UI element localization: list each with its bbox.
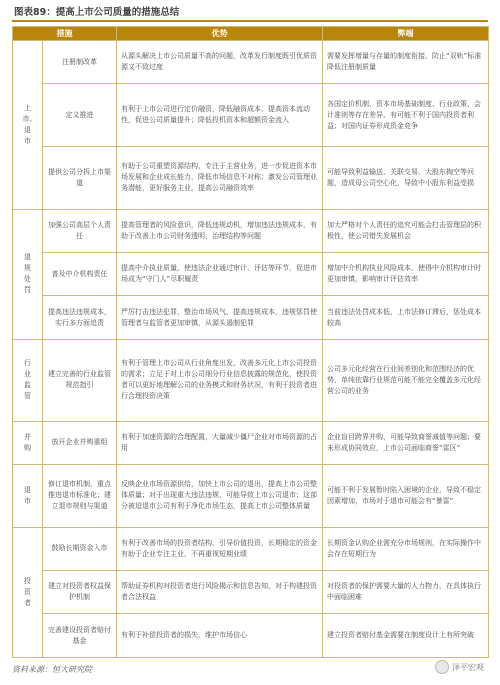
category-label: 上市、退市 [22,103,37,145]
disadvantage-cell: 增加中介机构执业风险成本，使得中介机构审计时更加审慎，影响审计评估效率 [323,253,489,296]
table-header-row [13,27,489,41]
category-label: 退市 [24,485,31,505]
measure-cell: 加强公司高层个人责任 [43,209,117,252]
measures-table [12,26,489,658]
category-label: 退规处罚 [24,253,31,295]
category-cell [13,421,43,464]
advantage-cell: 有助于公司重塑资源结构，专注于主营业务，进一步促进资本市场发展和企业成长能力，降低市场信息不对称；激发公司管理业务潜能，更好服务主业，提高公司融资效率 [117,147,323,210]
measure-cell: 注册制改革 [43,41,117,84]
disadvantage-cell: 企业盲目跨界并购，可能导致商誉减值等问题；要未形成协同效应，上市公司面临商誉“雷区” [323,421,489,464]
measure-cell: 提高违法违规成本，实行多方面追责 [43,296,117,339]
advantage-cell: 提高管理者的风险意识，降低违规动机，增加违法违规成本，有助于改善上市公司财务透明、治理结构等问题 [117,209,323,252]
advantage-cell: 有利于改善市场的投资者结构，引导价值投资，长期稳定的资金有助于企业专注主业，不再重视短期业绩 [117,527,323,570]
measure-cell: 修订退市机制，重点推进退市标准化；建立退市规则与渠道 [43,464,117,527]
disadvantage-cell: 需要发挥增量与存量的制度衔接，防止“双轨”标准降低注册制质量 [323,41,489,84]
table-row [13,614,489,658]
header-disadvantage: 弊端 [323,27,489,41]
advantage-cell: 反映企业市场资源供给，加快上市公司的退出，提高上市公司整体质量；对于出现重大违法违规，可能导致上市公司退市；这部分被迫退市公司有利于净化市场生态，提高上市公司整体质量 [117,464,323,527]
measure-cell: 建立对投资者权益保护机制 [43,570,117,613]
disadvantage-cell: 加大严格对个人责任的追究可能会打击管理层的积极性，使公司错失发展机会 [323,209,489,252]
disadvantage-cell: 建立投资者赔付基金需要在制度设计上有所突破 [323,614,489,658]
table-body [13,41,489,658]
advantage-cell: 有利于加速资源的合理配置，大量减少僵尸企业对市场资源的占用 [117,421,323,464]
advantage-cell: 有利于补偿投资者的损失，维护市场信心 [117,614,323,658]
disadvantage-cell: 当前违法处罚成本低，上市法修订滞后，惩处成本较高 [323,296,489,339]
source-note: 资料来源：恒大研究院 [12,665,92,674]
watermark [435,660,484,674]
header-advantage: 优势 [117,27,323,41]
category-label: 投资者 [24,576,31,607]
disadvantage-cell: 公司多元化经营在行业间差别化和范围经济的优势，单纯依靠行业规范可能不能完全覆盖多元化经营公司的业务 [323,339,489,421]
table-row [13,209,489,252]
category-label: 并购 [24,432,31,452]
category-cell [13,209,43,339]
advantage-cell: 有利于上市公司进行定价融资，降低融资成本，提高资本流动性，促进公司质量提升；降低投机资本和超额资金流入 [117,84,323,147]
table-row [13,147,489,210]
measure-cell: 提供公司分拆上市渠道 [43,147,117,210]
measure-cell: 放开企业并购重组 [43,421,117,464]
advantage-cell: 有利于管理上市公司从行业角度出发，改善多元化上市公司投资的需求；立足于对上市公司细分行业信息披露的规范化，使投资者可以更好地理解公司的业务模式和财务状况，有利于投资者进行合理投资决策 [117,339,323,421]
table-row [13,527,489,570]
advantage-cell: 提高中介执业质量，使违法企业通过审计、评估等环节，促进市场成为“守门人”尽职履责 [117,253,323,296]
table-row [13,421,489,464]
disadvantage-cell: 各国定价机制、资本市场基础制度、行业政策、会计准则等存在差异，有可能不利于国内投资者利益；对国内证券形成资金竞争 [323,84,489,147]
measure-cell: 鼓励长期资金入市 [43,527,117,570]
measure-cell: 完善建设投资者赔付基金 [43,614,117,658]
disadvantage-cell: 长期资金认购企业需充分市场规则，在实际操作中会存在短期行为 [323,527,489,570]
advantage-cell: 从源头解决上市公司质量不高的问题，改革发行制度既引优质资源又不致过度 [117,41,323,84]
disadvantage-cell: 对投资者的保护需要大量的人力物力，在具体执行中面临困难 [323,570,489,613]
category-cell [13,41,43,210]
category-label: 行业监管 [24,359,31,401]
measure-cell: 普及中介机构责任 [43,253,117,296]
table-row [13,253,489,296]
header-measure: 措施 [13,27,117,41]
figure-title: 图表89：提高上市公司质量的措施总结 [12,4,488,22]
table-row [13,84,489,147]
measure-cell: 建立完善的行业监管规范指引 [43,339,117,421]
category-cell [13,339,43,421]
table-row [13,296,489,339]
table-row [13,570,489,613]
table-row [13,464,489,527]
disadvantage-cell: 可能导致利益输送、关联交易、大股东掏空等问题，造成母公司空心化，导致中小股东利益受损 [323,147,489,210]
category-cell [13,464,43,527]
watermark-logo-icon [435,660,449,674]
watermark-text: 泽平宏观 [452,662,484,672]
measure-cell: 定义推进 [43,84,117,147]
advantage-cell: 帮助证券机构对投资者进行风险揭示和信息告知，对于构建投资者合法权益 [117,570,323,613]
table-row [13,41,489,84]
category-cell [13,527,43,657]
disadvantage-cell: 可能不利于发展暂时陷入困境的企业，导致不稳定因素增加，市场对于退市可能会有“暴雷” [323,464,489,527]
advantage-cell: 严厉打击违法犯罪，整治市场风气，提高违规成本，违规惩罚使管理者与监管者更加审慎，从源头遏制犯罪 [117,296,323,339]
table-row [13,339,489,421]
